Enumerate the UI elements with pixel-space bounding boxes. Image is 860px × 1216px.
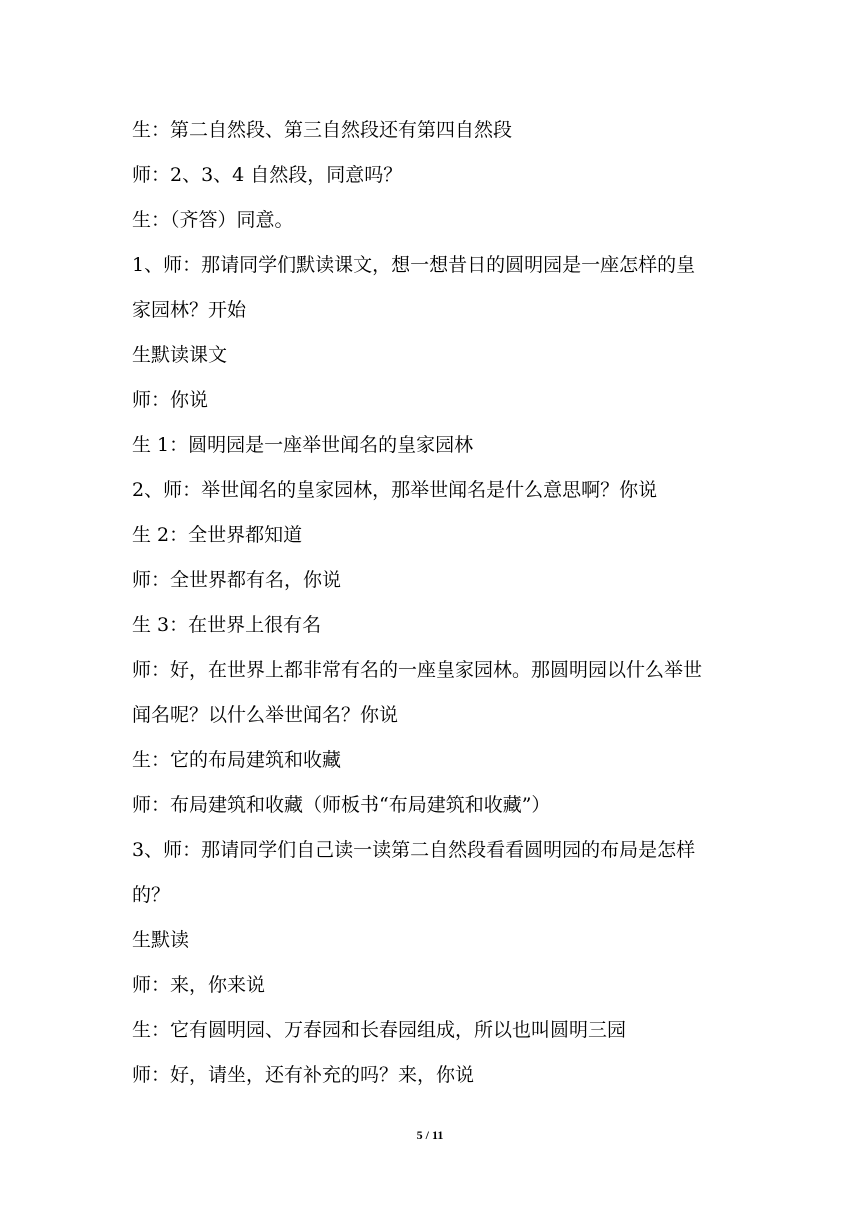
text-line: 师：好，请坐，还有补充的吗？来，你说 <box>132 1064 475 1086</box>
text-line: 3、师：那请同学们自己读一读第二自然段看看圆明园的布局是怎样 <box>132 839 696 861</box>
text-line: 生默读课文 <box>132 344 228 366</box>
text-line: 的？ <box>132 884 171 906</box>
text-line: 生默读 <box>132 929 190 951</box>
text-line: 2、师：举世闻名的皇家园林，那举世闻名是什么意思啊？你说 <box>132 479 658 501</box>
page-number: 5 / 11 <box>416 1128 444 1142</box>
text-line: 师：布局建筑和收藏（师板书“布局建筑和收藏”） <box>132 794 551 816</box>
text-line: 生：（齐答）同意。 <box>132 209 294 231</box>
text-line: 生 3：在世界上很有名 <box>132 614 322 636</box>
text-line: 生 1：圆明园是一座举世闻名的皇家园林 <box>132 434 474 456</box>
text-line: 家园林？开始 <box>132 299 247 321</box>
text-line: 生：它有圆明园、万春园和长春园组成，所以也叫圆明三园 <box>132 1019 627 1041</box>
text-line: 1、师：那请同学们默读课文，想一想昔日的圆明园是一座怎样的皇 <box>132 254 696 276</box>
document-body <box>132 108 742 1098</box>
text-line: 师：好，在世界上都非常有名的一座皇家园林。那圆明园以什么举世 <box>132 659 703 681</box>
text-line: 师：全世界都有名，你说 <box>132 569 342 591</box>
text-line: 闻名呢？以什么举世闻名？你说 <box>132 704 399 726</box>
text-line: 师：你说 <box>132 389 209 411</box>
text-line: 师：2、3、4 自然段，同意吗？ <box>132 164 403 186</box>
text-line: 生：第二自然段、第三自然段还有第四自然段 <box>132 119 513 141</box>
text-line: 生 2：全世界都知道 <box>132 524 303 546</box>
text-line: 师：来，你来说 <box>132 974 266 996</box>
text-line: 生：它的布局建筑和收藏 <box>132 749 342 771</box>
